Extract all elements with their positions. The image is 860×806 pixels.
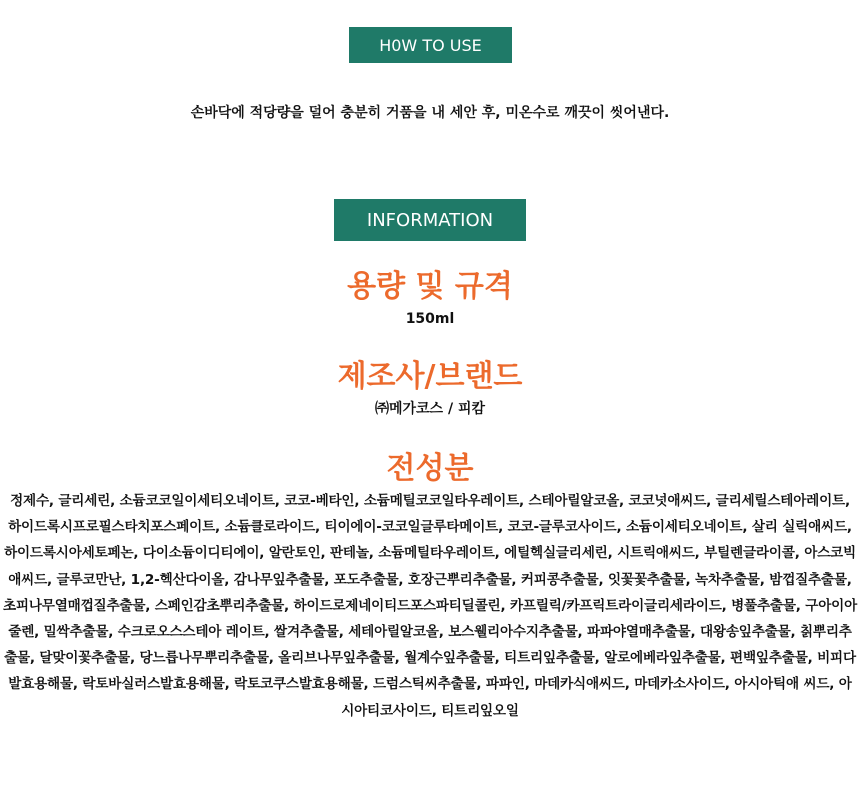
- usage-instructions: 손바닥에 적당량을 덜어 충분히 거품을 내 세안 후, 미온수로 깨끗이 씻어낸다.: [190, 105, 670, 121]
- information-badge: INFORMATION: [334, 199, 526, 241]
- manufacturer-heading: 제조사/브랜드: [337, 359, 523, 394]
- how-to-use-badge: H0W TO USE: [349, 27, 512, 63]
- capacity-heading: 용량 및 규격: [347, 269, 513, 304]
- ingredients-heading: 전성분: [386, 451, 474, 486]
- ingredients-list: 정제수, 글리세린, 소듐코코일이세티오네이트, 코코-베타인, 소듐메틸코코일타우레이트, 스테아릴알코올, 코코넛애씨드, 글리세릴스테아레이트, 하이드록시프로필스타치포스페이트, 소듐클로라이드, 티이에이-코코일글루타메이트, 코코-글루코사이드, 소듐이세티오네이트, 살리 실릭애씨드, 하이드록시아세토페논, 다이소듐이디티에이, 알란토인, 판테놀, 소듐메틸타우레이트, 에틸헥실글리세린, 시트릭애씨드, 부틸렌글라이콜, 아스코빅애씨드, 글루코만난, 1,2-헥산다이올, 감나무잎추출물, 포도추출물, 호장근뿌리추출물, 커피콩추출물, 잇꽃꽃추출물, 녹차추출물, 밤껍질추출물, 초피나무열매껍질추출물, 스페인감초뿌리추출물, 하이드로제네이티드포스파티딜콜린, 카프릴릭/카프릭트라이글리세라이드, 병풀추출물, 구아이아줄렌, 밀싹추출물, 수크로오스스테아 레이트, 쌀겨추출물, 세테아릴알코올, 보스웰리아수지추출물, 파파야열매추출물, 대왕송잎추출물, 칡뿌리추출물, 달맞이꽃추출물, 당느릅나무뿌리추출물, 올리브나무잎추출물, 월계수잎추출물, 티트리잎추출물, 알로에베라잎추출물, 편백잎추출물, 비피다발효용해물, 락토바실러스발효용해물, 락토코쿠스발효용해물, 드럼스틱씨추출물, 파파인, 마데카식애씨드, 마데카소사이드, 아시아틱애 씨드, 아시아티코사이드, 티트리잎오일: [3, 493, 858, 719]
- manufacturer-value: ㈜메가코스 / 피캄: [374, 401, 485, 417]
- capacity-value: 150ml: [405, 311, 455, 327]
